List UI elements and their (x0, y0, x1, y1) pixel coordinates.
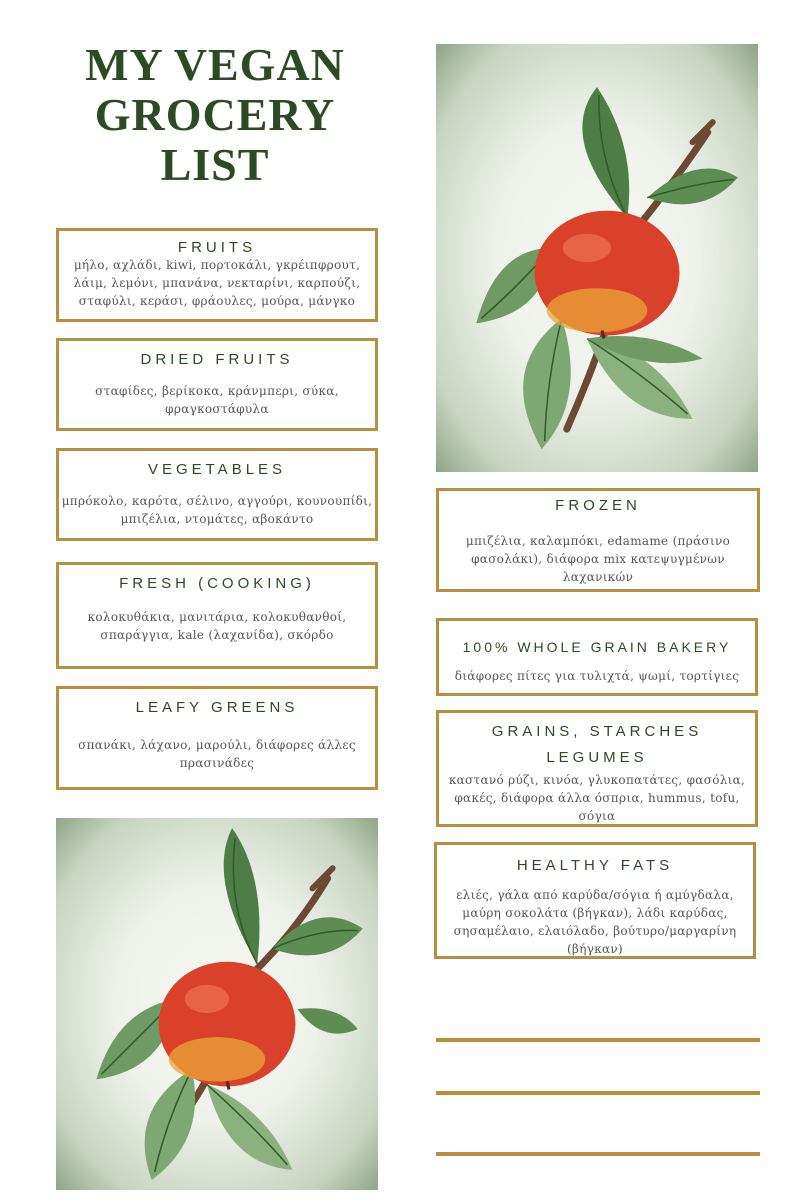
page-title (60, 40, 370, 190)
bakery-card (436, 618, 758, 696)
grains-card (436, 710, 758, 827)
vegetables-card (56, 448, 378, 541)
healthy-fats-text: ελιές, γάλα από καρύδα/σόγια ή αμύγδαλα, μαύρη σοκολάτα (βήγκαν), λάδι καρύδας, σησαμέλαιο, ελαιόλαδο, βούτυρο/μαργαρίνη (βήγκαν) (453, 888, 737, 956)
grains-text: καστανό ρύζι, κινόα, γλυκοπατάτες, φασόλια, φακές, διάφορα άλλα όσπρια, hummus, tofu, σόγια (448, 773, 746, 823)
vegetables-text: μπρόκολο, καρότα, σέλινο, αγγούρι, κουνουπίδι, μπιζέλια, ντομάτες, αβοκάντο (61, 494, 373, 526)
blank-line-3 (436, 1152, 760, 1156)
healthy-fats-card (434, 842, 756, 959)
apple-icon (56, 818, 378, 1190)
bakery-heading: 100% WHOLE GRAIN BAKERY (462, 639, 732, 655)
leafy-greens-card (56, 686, 378, 790)
apple-illustration-right (436, 44, 758, 472)
bakery-text: διάφορες πίτες για τυλιχτά, ψωμί, τορτίγιες (454, 669, 740, 683)
grains-heading-line-1: GRAINS, STARCHES (491, 723, 703, 740)
blank-line-1 (436, 1038, 760, 1042)
leafy-greens-heading: LEAFY GREENS (135, 699, 299, 716)
grains-heading-line-2: LEGUMES (546, 749, 648, 766)
dried-fruits-card (56, 338, 378, 431)
title-line-1: MY VEGAN (85, 39, 345, 90)
fresh-cooking-card (56, 562, 378, 669)
dried-fruits-heading: DRIED FRUITS (140, 351, 294, 368)
title-line-3: LIST (160, 139, 270, 190)
blank-line-2 (436, 1091, 760, 1095)
title-line-2: GROCERY (94, 89, 336, 140)
frozen-text: μπιζέλια, καλαμπόκι, edamame (πράσινο φασολάκι), διάφορα mix κατεψυγμένων λαχανικών (465, 534, 731, 584)
healthy-fats-heading: HEALTHY FATS (516, 857, 674, 874)
apple-icon (436, 44, 758, 472)
apple-illustration-left (56, 818, 378, 1190)
frozen-heading: FROZEN (555, 497, 641, 514)
fruits-heading: FRUITS (177, 239, 257, 256)
dried-fruits-text: σταφίδες, βερίκοκα, κράνμπερι, σύκα, φραγκοστάφυλα (95, 384, 339, 416)
frozen-card (436, 488, 760, 592)
fresh-cooking-text: κολοκυθάκια, μανιτάρια, κολοκυθανθοί, σπαράγγια, kale (λαχανίδα), σκόρδο (87, 610, 347, 642)
fruits-card (56, 228, 378, 322)
fresh-cooking-heading: FRESH (COOKING) (119, 575, 315, 592)
leafy-greens-text: σπανάκι, λάχανο, μαρούλι, διάφορες άλλες πρασινάδες (78, 738, 356, 770)
fruits-text: μήλο, αχλάδι, kiwi, πορτοκάλι, γκρέιπφρουτ, λάιμ, λεμόνι, μπανάνα, νεκταρίνι, καρπούζι, σταφύλι, κεράσι, φράουλες, μούρα, μάνγκο (73, 258, 361, 308)
vegetables-heading: VEGETABLES (147, 461, 287, 478)
